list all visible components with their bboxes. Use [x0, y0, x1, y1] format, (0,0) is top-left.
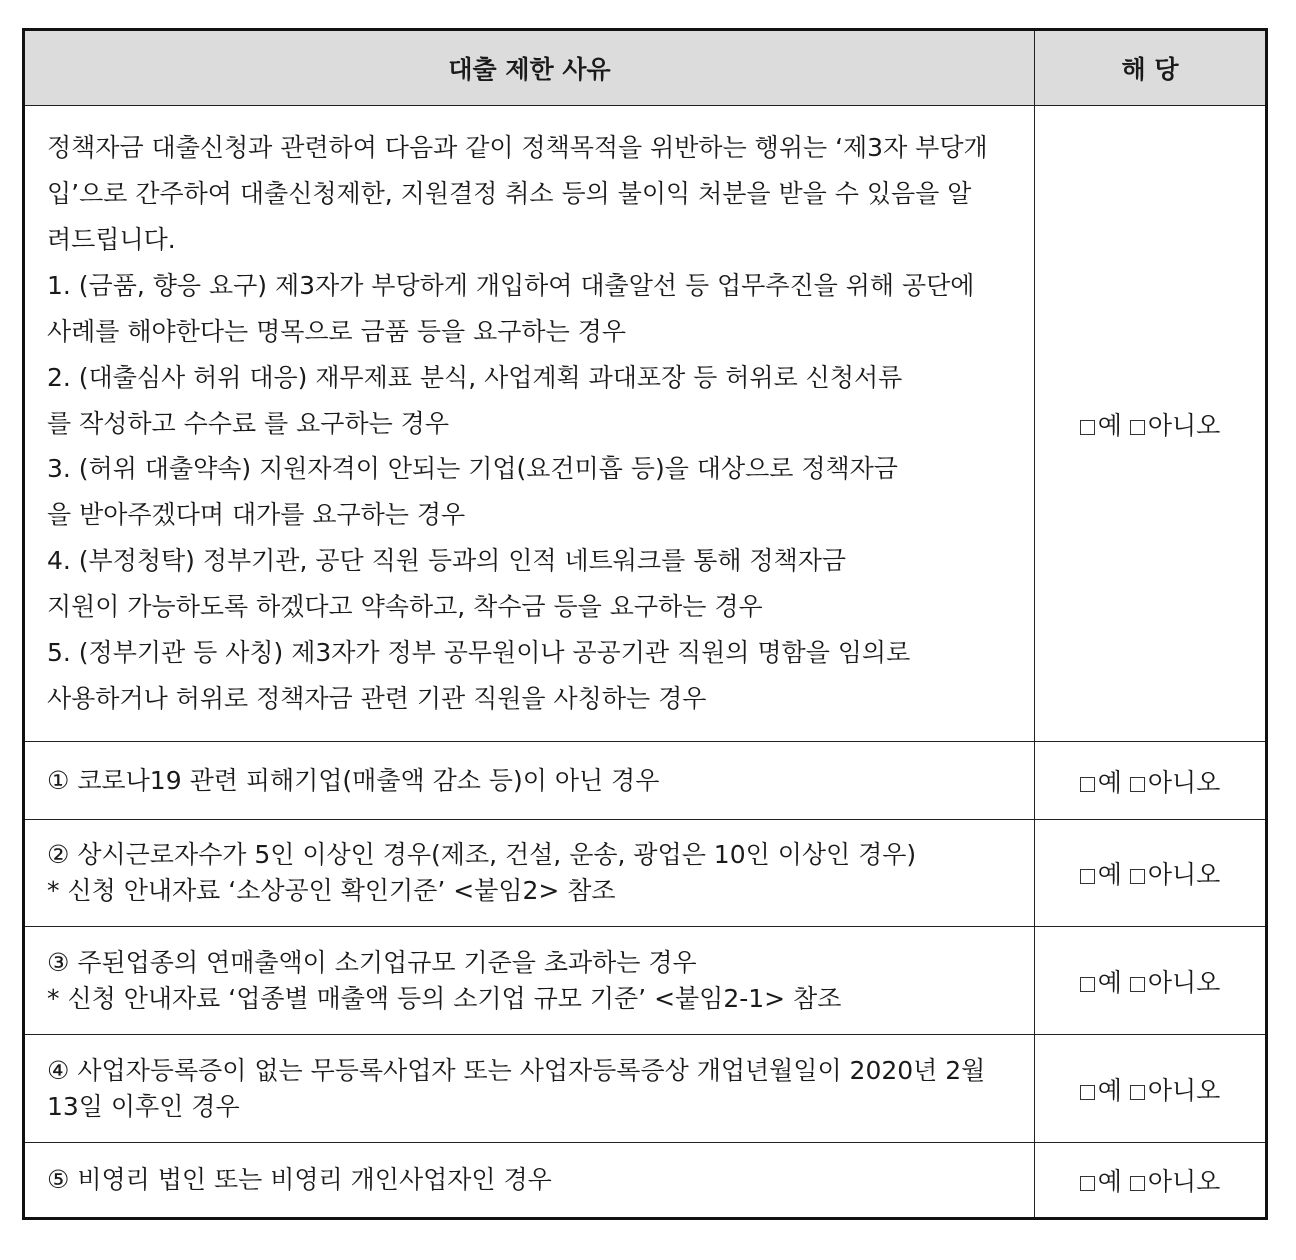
reason-line: 5. (정부기관 등 사칭) 제3자가 정부 공무원이나 공공기관 직원의 명함을 임의로	[47, 638, 911, 668]
loan-restriction-table	[22, 28, 1268, 1220]
applies-cell	[1035, 1143, 1267, 1219]
yes-checkbox[interactable]	[1080, 777, 1095, 792]
reason-line: ③ 주된업종의 연매출액이 소기업규모 기준을 초과하는 경우	[47, 947, 697, 977]
header-row	[24, 30, 1267, 106]
yes-checkbox[interactable]	[1080, 977, 1095, 992]
yes-label: 예	[1097, 767, 1122, 797]
yes-option[interactable]	[1080, 411, 1122, 440]
no-checkbox[interactable]	[1130, 1176, 1145, 1191]
reason-cell-1	[24, 742, 1035, 820]
no-checkbox[interactable]	[1130, 420, 1145, 435]
reason-line: 을 받아주겠다며 대가를 요구하는 경우	[47, 500, 466, 530]
no-checkbox[interactable]	[1130, 1085, 1145, 1100]
applies-cell	[1035, 820, 1267, 927]
table-row	[24, 1143, 1267, 1219]
applies-cell	[1035, 106, 1267, 742]
table-row	[24, 820, 1267, 927]
no-checkbox[interactable]	[1130, 977, 1145, 992]
yes-label: 예	[1097, 860, 1122, 889]
reason-line: 사례를 해야한다는 명목으로 금품 등을 요구하는 경우	[47, 316, 626, 346]
no-label: 아니오	[1147, 1167, 1221, 1196]
no-label: 아니오	[1147, 410, 1221, 440]
applies-cell	[1035, 927, 1267, 1035]
reason-cell-5	[24, 1143, 1035, 1219]
yes-option[interactable]	[1080, 768, 1122, 797]
reason-line: ① 코로나19 관련 피해기업(매출액 감소 등)이 아닌 경우	[47, 765, 660, 795]
no-option[interactable]	[1130, 411, 1220, 440]
reason-line: 지원이 가능하도록 하겠다고 약속하고, 착수금 등을 요구하는 경우	[47, 592, 763, 622]
header-applies: 해 당	[1035, 30, 1267, 106]
yes-option[interactable]	[1080, 860, 1122, 889]
no-label: 아니오	[1147, 1075, 1221, 1105]
no-label: 아니오	[1147, 967, 1221, 997]
reason-line: 2. (대출심사 허위 대응) 재무제표 분식, 사업계획 과대포장 등 허위로 신청서류	[47, 362, 903, 392]
reason-note: * 신청 안내자료 ‘업종별 매출액 등의 소기업 규모 기준’ <붙임2-1> 참조	[47, 983, 842, 1013]
header-reason: 대출 제한 사유	[24, 30, 1035, 106]
no-checkbox[interactable]	[1130, 777, 1145, 792]
yes-label: 예	[1097, 410, 1122, 440]
table-row	[24, 106, 1267, 742]
reason-line: 정책자금 대출신청과 관련하여 다음과 같이 정책목적을 위반하는 행위는 ‘제3자 부당개	[47, 133, 988, 163]
no-option[interactable]	[1130, 1076, 1220, 1105]
reason-line: 사용하거나 허위로 정책자금 관련 기관 직원을 사칭하는 경우	[47, 683, 707, 713]
no-option[interactable]	[1130, 1167, 1220, 1196]
reason-line: 1. (금품, 향응 요구) 제3자가 부당하게 개입하여 대출알선 등 업무추진을 위해 공단에	[47, 270, 975, 300]
no-checkbox[interactable]	[1130, 869, 1145, 884]
table-row	[24, 1035, 1267, 1143]
no-option[interactable]	[1130, 968, 1220, 997]
yes-option[interactable]	[1080, 1167, 1122, 1196]
no-option[interactable]	[1130, 860, 1220, 889]
reason-line: 려드립니다.	[47, 224, 176, 254]
reason-cell-main	[24, 106, 1035, 742]
reason-line: 3. (허위 대출약속) 지원자격이 안되는 기업(요건미흡 등)을 대상으로 정책자금	[47, 454, 898, 484]
yes-checkbox[interactable]	[1080, 1085, 1095, 1100]
reason-line: ② 상시근로자수가 5인 이상인 경우(제조, 건설, 운송, 광업은 10인 이상인 경우)	[47, 840, 917, 869]
reason-line: 를 작성하고 수수료 를 요구하는 경우	[47, 408, 449, 438]
reason-line: ④ 사업자등록증이 없는 무등록사업자 또는 사업자등록증상 개업년월일이 2020년 2월	[47, 1055, 986, 1085]
reason-line: 입’으로 간주하여 대출신청제한, 지원결정 취소 등의 불이익 처분을 받을 수 있음을 알	[47, 179, 972, 209]
applies-cell	[1035, 742, 1267, 820]
no-option[interactable]	[1130, 768, 1220, 797]
table-row	[24, 742, 1267, 820]
reason-cell-2	[24, 820, 1035, 927]
yes-option[interactable]	[1080, 968, 1122, 997]
yes-label: 예	[1097, 1167, 1122, 1196]
table-row	[24, 927, 1267, 1035]
reason-line: 4. (부정청탁) 정부기관, 공단 직원 등과의 인적 네트워크를 통해 정책자금	[47, 546, 847, 576]
yes-checkbox[interactable]	[1080, 420, 1095, 435]
yes-label: 예	[1097, 967, 1122, 997]
reason-cell-3	[24, 927, 1035, 1035]
reason-note: * 신청 안내자료 ‘소상공인 확인기준’ <붙임2> 참조	[47, 876, 616, 905]
yes-checkbox[interactable]	[1080, 869, 1095, 884]
applies-cell	[1035, 1035, 1267, 1143]
no-label: 아니오	[1147, 860, 1221, 889]
reason-cell-4	[24, 1035, 1035, 1143]
reason-line: 13일 이후인 경우	[47, 1091, 240, 1121]
yes-option[interactable]	[1080, 1076, 1122, 1105]
yes-label: 예	[1097, 1075, 1122, 1105]
reason-line: ⑤ 비영리 법인 또는 비영리 개인사업자인 경우	[47, 1165, 552, 1194]
yes-checkbox[interactable]	[1080, 1176, 1095, 1191]
no-label: 아니오	[1147, 767, 1221, 797]
